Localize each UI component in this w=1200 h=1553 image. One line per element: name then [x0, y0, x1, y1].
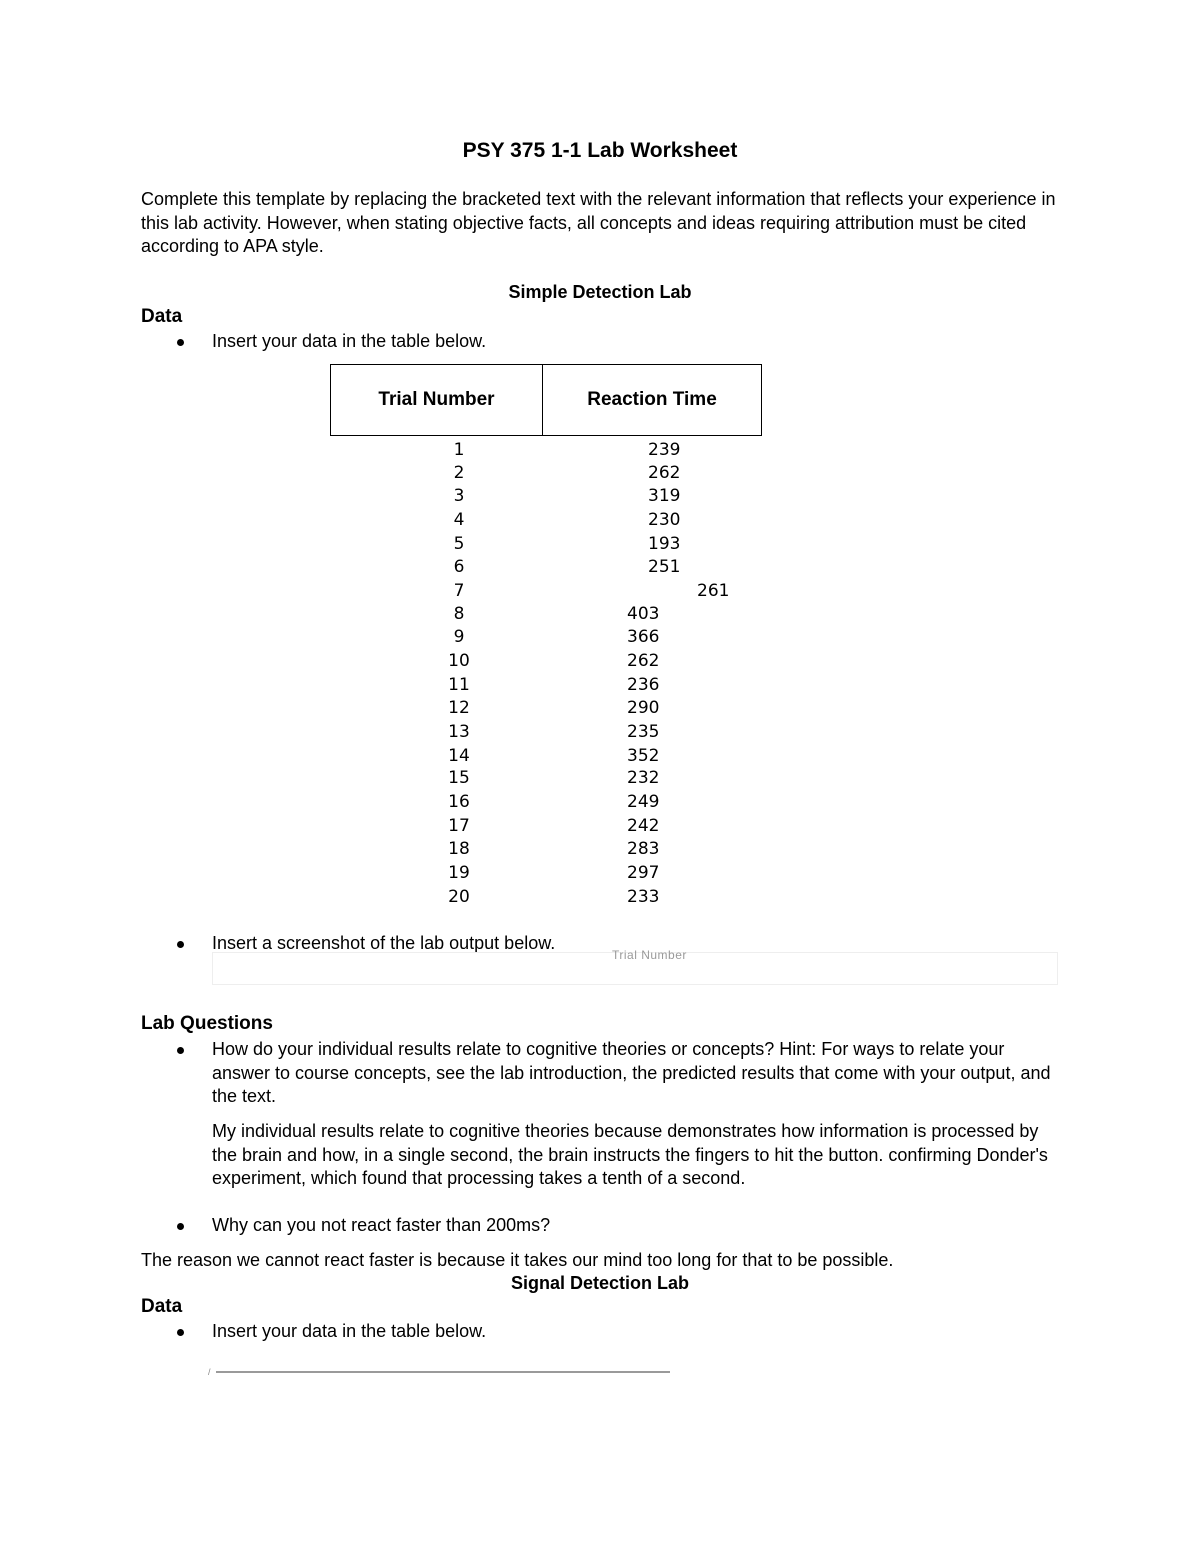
bullet-insert-data-signal: Insert your data in the table below. [212, 1321, 487, 1341]
table-row-trial: 8 [453, 604, 465, 624]
table-row-trial: 10 [448, 651, 470, 671]
question-2: Why can you not react faster than 200ms? [212, 1215, 551, 1235]
table-row-time: 319 [648, 486, 681, 506]
table-row-trial: 2 [453, 463, 465, 483]
header-reaction-time: Reaction Time [587, 389, 717, 410]
signal-table-top-border [216, 1371, 670, 1373]
bullet-icon [177, 1047, 184, 1054]
table-row-time: 230 [648, 510, 681, 530]
table-edge-mark: / [208, 1367, 211, 1377]
page-title: PSY 375 1-1 Lab Worksheet [462, 139, 738, 162]
table-row-time: 297 [627, 863, 660, 883]
table-row-trial: 7 [453, 581, 465, 601]
bullet-insert-screenshot: Insert a screenshot of the lab output below. [212, 933, 556, 953]
table-row-time: 235 [627, 722, 660, 742]
table-row-time: 283 [627, 839, 660, 859]
question-1: How do your individual results relate to cognitive theories or concepts? Hint: For ways to relate your answer to course concepts, see the lab introduction, the predicted results that come with your output, and the text. [212, 1039, 1051, 1106]
table-row-time: 403 [627, 604, 660, 624]
table-row-trial: 16 [448, 792, 470, 812]
table-row-trial: 3 [453, 486, 465, 506]
table-row-time: 251 [648, 557, 681, 577]
table-row-time: 261 [697, 581, 730, 601]
table-row-trial: 20 [448, 887, 470, 907]
reaction-table-header [330, 364, 762, 436]
screenshot-faint-label: Trial Number [612, 948, 687, 962]
answer-2: The reason we cannot react faster is because it takes our mind too long for that to be possible. [141, 1250, 894, 1270]
table-row-time: 232 [627, 768, 660, 788]
bullet-icon [177, 1223, 184, 1230]
simple-detection-heading: Simple Detection Lab [508, 282, 692, 302]
table-row-trial: 12 [448, 698, 470, 718]
table-row-trial: 15 [448, 768, 470, 788]
table-row-time: 239 [648, 440, 681, 460]
table-row-time: 352 [627, 746, 660, 766]
bullet-icon [177, 941, 184, 948]
table-row-trial: 18 [448, 839, 470, 859]
bullet-icon [177, 339, 184, 346]
data-heading-signal: Data [141, 1296, 183, 1317]
lab-questions-heading: Lab Questions [141, 1013, 273, 1034]
table-row-trial: 4 [453, 510, 465, 530]
table-row-trial: 5 [453, 534, 465, 554]
table-row-trial: 6 [453, 557, 465, 577]
table-row-time: 233 [627, 887, 660, 907]
table-row-time: 262 [627, 651, 660, 671]
answer-1: My individual results relate to cognitive theories because demonstrates how information is processed by the brain and how, in a single second, the brain instructs the fingers to hit the button. confirming Donder's experiment, which found that processing takes a tenth of a second. [212, 1121, 1048, 1188]
data-heading: Data [141, 306, 183, 327]
table-row-time: 366 [627, 627, 660, 647]
table-row-time: 249 [627, 792, 660, 812]
table-row-time: 193 [648, 534, 681, 554]
bullet-insert-data: Insert your data in the table below. [212, 331, 487, 351]
table-row-trial: 13 [448, 722, 470, 742]
table-row-time: 236 [627, 675, 660, 695]
table-row-trial: 9 [453, 627, 465, 647]
header-trial-number: Trial Number [331, 365, 543, 435]
table-row-time: 290 [627, 698, 660, 718]
table-row-trial: 1 [453, 440, 465, 460]
bullet-icon [177, 1329, 184, 1336]
table-row-trial: 19 [448, 863, 470, 883]
table-row-time: 242 [627, 816, 660, 836]
table-row-time: 262 [648, 463, 681, 483]
table-row-trial: 17 [448, 816, 470, 836]
table-row-trial: 14 [448, 746, 470, 766]
table-row-trial: 11 [448, 675, 470, 695]
signal-detection-heading: Signal Detection Lab [510, 1273, 690, 1293]
intro-paragraph: Complete this template by replacing the bracketed text with the relevant information that reflects your experience in this lab activity. However, when stating objective facts, all concepts and ideas requiring attribution must be cited according to APA style. [141, 189, 1056, 256]
